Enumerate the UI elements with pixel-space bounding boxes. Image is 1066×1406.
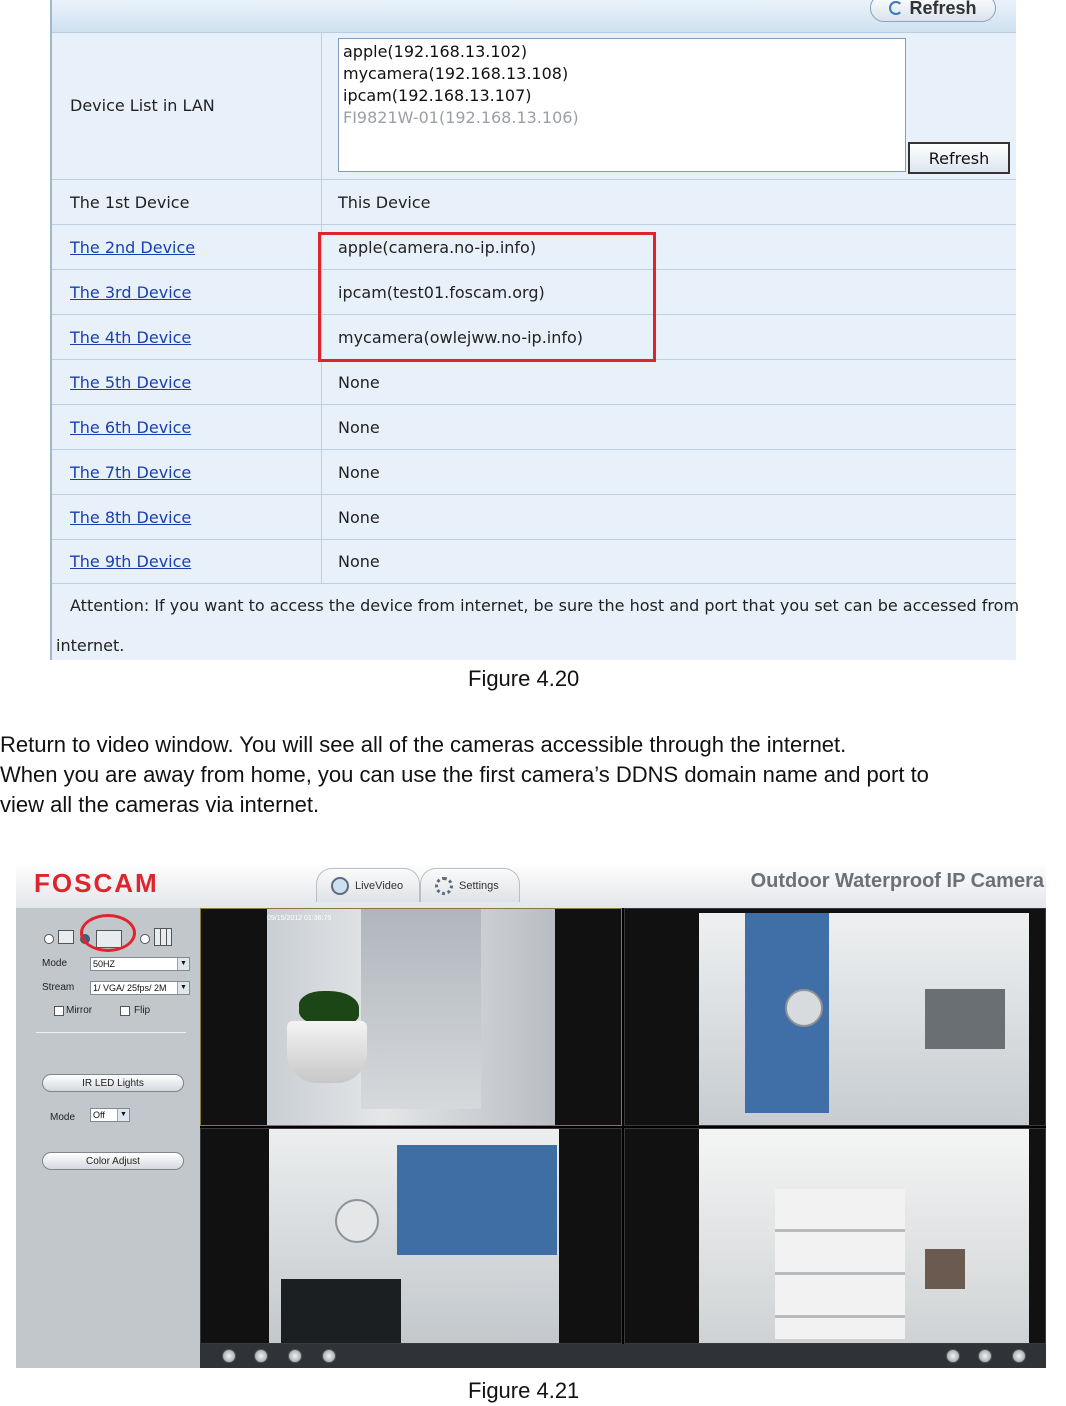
window-sky xyxy=(397,1145,557,1255)
device-link-8[interactable]: The 8th Device xyxy=(70,507,192,527)
mirror-checkbox[interactable] xyxy=(54,1006,64,1016)
product-title: Outdoor Waterproof IP Camera xyxy=(750,870,1044,892)
wall-fan xyxy=(785,989,823,1027)
video-pane-2[interactable] xyxy=(624,908,1046,1126)
top-refresh-label: Refresh xyxy=(909,0,977,18)
video-pane-4[interactable] xyxy=(624,1128,1046,1344)
device-value: None xyxy=(338,552,380,571)
tab-settings-label: Settings xyxy=(459,879,499,892)
highlight-circle xyxy=(80,914,136,952)
attention-note xyxy=(52,584,1020,660)
ir-mode-value: Off xyxy=(93,1110,105,1120)
device-value: None xyxy=(338,372,380,392)
device-link-4[interactable]: The 4th Device xyxy=(70,327,192,347)
device-link-3[interactable]: The 3rd Device xyxy=(70,282,192,302)
device-row-5 xyxy=(52,360,1016,405)
bookshelf xyxy=(775,1189,905,1339)
stream-label: Stream xyxy=(42,982,75,993)
video-control-bar xyxy=(200,1344,1046,1368)
device-row-1 xyxy=(52,180,1016,225)
refresh-icon xyxy=(889,1,903,15)
ir-mode-select[interactable] xyxy=(90,1108,130,1122)
lan-device-item[interactable]: ipcam(192.168.13.107) xyxy=(343,86,532,105)
wall-fan xyxy=(335,1199,379,1243)
device-link-2[interactable]: The 2nd Device xyxy=(70,237,196,257)
tab-live-label: LiveVideo xyxy=(355,879,404,892)
video-grid xyxy=(200,908,1046,1344)
foscam-logo: FOSCAM xyxy=(34,868,159,898)
device-row-6 xyxy=(52,405,1016,450)
talk-icon[interactable] xyxy=(288,1349,302,1363)
nine-view-icon[interactable] xyxy=(154,928,172,946)
device-link-6[interactable]: The 6th Device xyxy=(70,417,192,437)
stop-icon[interactable] xyxy=(254,1349,268,1363)
panel-top-bar xyxy=(52,0,1016,33)
divider xyxy=(36,1032,186,1033)
color-adjust-button[interactable]: Color Adjust xyxy=(42,1152,184,1170)
figure-caption: Figure 4.21 xyxy=(468,1378,580,1403)
chevron-down-icon: ▼ xyxy=(177,958,189,970)
attention-text-cont: internet. xyxy=(56,636,125,655)
record-icon[interactable] xyxy=(978,1349,992,1363)
mirror-label: Mirror xyxy=(66,1005,93,1016)
app-header xyxy=(16,862,1046,909)
lan-device-item[interactable]: apple(192.168.13.102) xyxy=(343,42,528,61)
device-label: The 1st Device xyxy=(52,180,322,224)
body-line: view all the cameras via internet. xyxy=(0,792,320,817)
mode-select[interactable] xyxy=(90,957,190,971)
layout-radio-1[interactable] xyxy=(44,934,54,944)
chevron-down-icon: ▼ xyxy=(117,1109,129,1121)
tab-settings[interactable] xyxy=(420,868,520,902)
ir-led-button[interactable]: IR LED Lights xyxy=(42,1074,184,1092)
figure-caption: Figure 4.20 xyxy=(468,666,580,691)
lan-device-label: Device List in LAN xyxy=(52,32,322,179)
layout-radio-9[interactable] xyxy=(140,934,150,944)
video-pane-3[interactable] xyxy=(200,1128,622,1344)
fullscreen-icon[interactable] xyxy=(1012,1349,1026,1363)
mode-label: Mode xyxy=(42,958,68,969)
device-value: apple(camera.no-ip.info) xyxy=(338,237,537,257)
webcam-icon xyxy=(331,877,349,895)
video-pane-1[interactable] xyxy=(200,908,622,1126)
attention-text: Attention: If you want to access the device from internet, be sure the host and port that you set can be accessed from xyxy=(70,596,1020,615)
tab-live-video[interactable] xyxy=(316,868,420,902)
body-line: When you are away from home, you can use the first camera’s DDNS domain name and port to xyxy=(0,762,929,787)
device-value: ipcam(test01.foscam.org) xyxy=(338,282,545,302)
control-sidebar xyxy=(16,908,200,1368)
device-link-7[interactable]: The 7th Device xyxy=(70,462,192,482)
refresh-button[interactable]: Refresh xyxy=(908,142,1010,174)
device-row-8 xyxy=(52,495,1016,540)
device-value: None xyxy=(338,507,380,527)
lan-device-listbox[interactable] xyxy=(338,38,906,172)
device-value: mycamera(owlejww.no-ip.info) xyxy=(338,327,584,347)
device-link-9[interactable]: The 9th Device xyxy=(70,552,192,571)
stream-value: 1/ VGA/ 25fps/ 2M xyxy=(93,983,167,993)
books xyxy=(925,1249,965,1289)
camera-web-ui xyxy=(16,862,1046,1368)
flip-label: Flip xyxy=(134,1005,151,1016)
lan-device-row xyxy=(52,32,1016,180)
audio-icon[interactable] xyxy=(322,1349,336,1363)
stream-select[interactable] xyxy=(90,981,190,995)
device-value: This Device xyxy=(338,192,431,212)
snapshot-icon[interactable] xyxy=(946,1349,960,1363)
device-value: None xyxy=(338,462,380,482)
single-view-icon[interactable] xyxy=(58,930,74,944)
top-refresh-button[interactable] xyxy=(870,0,996,22)
flower-pot xyxy=(287,1021,367,1083)
video-timestamp: 09/15/2012 01:36:75 xyxy=(267,915,332,922)
lan-device-item[interactable]: mycamera(192.168.13.108) xyxy=(343,64,569,83)
window-blind xyxy=(361,909,481,1109)
highlight-box xyxy=(318,232,656,362)
device-value: None xyxy=(338,417,380,437)
monitor xyxy=(281,1279,401,1343)
play-icon[interactable] xyxy=(222,1349,236,1363)
lan-device-item[interactable]: FI9821W-01(192.168.13.106) xyxy=(343,108,579,127)
device-row-9 xyxy=(52,540,1016,584)
device-link-5[interactable]: The 5th Device xyxy=(70,372,192,392)
device-row-7 xyxy=(52,450,1016,495)
body-paragraph xyxy=(0,730,1066,820)
machine xyxy=(925,989,1005,1049)
ir-mode-label: Mode xyxy=(50,1112,76,1123)
plant-leaves xyxy=(299,991,359,1025)
gear-icon xyxy=(435,877,453,895)
body-line: Return to video window. You will see all of the cameras accessible through the internet. xyxy=(0,732,847,757)
chevron-down-icon: ▼ xyxy=(177,982,189,994)
flip-checkbox[interactable] xyxy=(120,1006,130,1016)
mode-value: 50HZ xyxy=(93,959,116,969)
